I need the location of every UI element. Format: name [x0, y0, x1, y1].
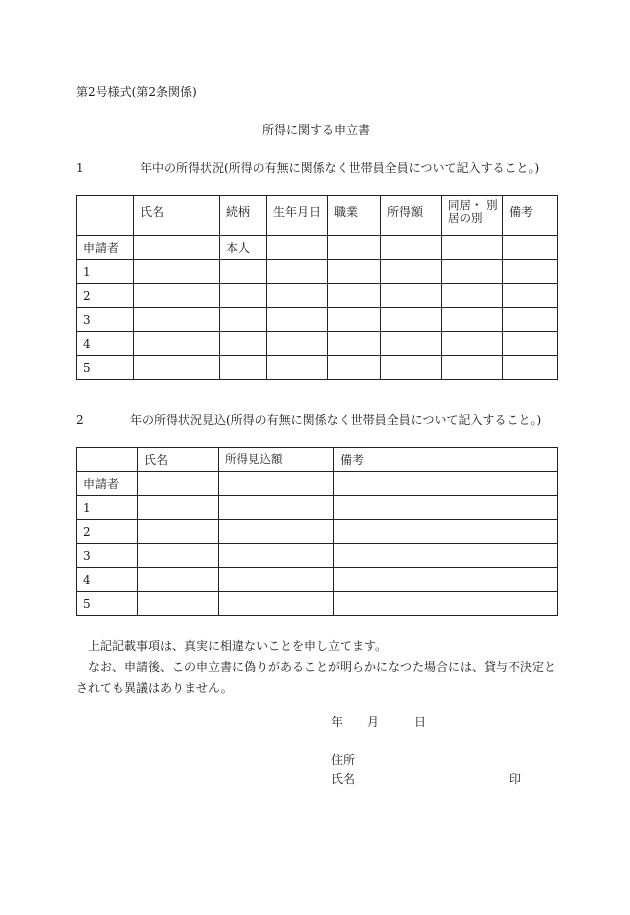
table-row	[77, 520, 558, 544]
table-cell[interactable]	[134, 236, 220, 260]
table-cell[interactable]	[138, 472, 219, 496]
table-row	[77, 472, 558, 496]
name-label: 氏名	[331, 772, 356, 786]
table-row	[77, 260, 558, 284]
table-header-cell: 続柄	[220, 196, 267, 236]
table-row	[77, 568, 558, 592]
table-cell[interactable]	[328, 332, 381, 356]
table-row	[77, 496, 558, 520]
table-cell[interactable]	[328, 260, 381, 284]
table-cell[interactable]	[138, 520, 219, 544]
table-cell: 3	[77, 544, 138, 568]
table-header-cell	[77, 196, 134, 236]
table-cell[interactable]	[219, 592, 334, 616]
table-cell: 4	[77, 332, 134, 356]
table-cell[interactable]	[220, 260, 267, 284]
table-row	[77, 308, 558, 332]
table-header-cell: 所得額	[381, 196, 442, 236]
declaration-line1: 上記記載事項は、真実に相違ないことを申し立てます。	[88, 639, 388, 653]
table-cell: 5	[77, 356, 134, 380]
table-cell[interactable]	[503, 284, 558, 308]
table-cell[interactable]	[503, 332, 558, 356]
table-cell[interactable]	[267, 308, 328, 332]
table-cell[interactable]	[334, 496, 558, 520]
table-cell[interactable]	[328, 308, 381, 332]
table-cell[interactable]	[219, 520, 334, 544]
table-cell[interactable]	[134, 260, 220, 284]
income-projection-table	[76, 447, 558, 616]
table-cell: 2	[77, 284, 134, 308]
declaration-line2: なお、申請後、この申立書に偽りがあることが明らかになつた場合には、貸与不決定とされても異議はありません。	[76, 660, 557, 695]
table-cell[interactable]	[134, 356, 220, 380]
table-row	[77, 284, 558, 308]
table-cell: 2	[77, 520, 138, 544]
section2-number: 2	[76, 413, 84, 427]
table-cell[interactable]	[219, 568, 334, 592]
table-cell: 4	[77, 568, 138, 592]
table-header-row	[77, 196, 558, 236]
table-cell[interactable]	[381, 284, 442, 308]
table-cell[interactable]	[138, 496, 219, 520]
table-cell[interactable]	[267, 332, 328, 356]
table-cell[interactable]	[134, 308, 220, 332]
table-row	[77, 356, 558, 380]
table-cell[interactable]	[381, 332, 442, 356]
table-header-cell: 所得見込額	[219, 448, 334, 472]
table-header-row	[77, 448, 558, 472]
table-header-cell: 氏名	[134, 196, 220, 236]
table-row	[77, 332, 558, 356]
table-cell[interactable]	[381, 356, 442, 380]
table-cell[interactable]	[219, 544, 334, 568]
table-header-cell: 氏名	[138, 448, 219, 472]
table-cell[interactable]	[334, 472, 558, 496]
form-id: 第2号様式(第2条関係)	[76, 85, 197, 99]
date-day-label: 日	[414, 715, 427, 729]
table-header-cell: 職業	[328, 196, 381, 236]
table-cell[interactable]	[328, 236, 381, 260]
table-cell[interactable]	[381, 260, 442, 284]
table-cell[interactable]	[503, 356, 558, 380]
table-cell[interactable]	[267, 260, 328, 284]
date-month-label: 月	[367, 715, 380, 729]
table-cell[interactable]	[220, 356, 267, 380]
table-cell[interactable]: 本人	[220, 236, 267, 260]
table-cell[interactable]	[267, 236, 328, 260]
table-cell[interactable]	[503, 236, 558, 260]
address-label: 住所	[331, 753, 356, 767]
table-cell[interactable]	[134, 332, 220, 356]
income-status-table	[76, 195, 558, 380]
table-cell[interactable]	[334, 592, 558, 616]
table-header-cell: 同居・ 別居の別	[442, 196, 503, 236]
table-header-cell: 生年月日	[267, 196, 328, 236]
table-cell[interactable]	[138, 592, 219, 616]
table-row	[77, 236, 558, 260]
table-cell: 申請者	[77, 236, 134, 260]
table-cell[interactable]	[334, 520, 558, 544]
table-cell[interactable]	[442, 332, 503, 356]
section1-heading: 年中の所得状況(所得の有無に関係なく世帯員全員について記入すること。)	[140, 161, 540, 175]
table-cell[interactable]	[334, 544, 558, 568]
seal-mark: 印	[509, 772, 522, 786]
date-year-label: 年	[331, 715, 344, 729]
table-cell: 申請者	[77, 472, 138, 496]
table-cell[interactable]	[328, 284, 381, 308]
table-cell: 1	[77, 260, 134, 284]
table-cell: 5	[77, 592, 138, 616]
table-cell: 1	[77, 496, 138, 520]
table-row	[77, 592, 558, 616]
table-cell[interactable]	[219, 496, 334, 520]
table-cell[interactable]	[220, 308, 267, 332]
table-cell[interactable]	[442, 308, 503, 332]
table-cell: 3	[77, 308, 134, 332]
table-header-cell: 備考	[334, 448, 558, 472]
table-cell[interactable]	[334, 568, 558, 592]
table-cell[interactable]	[134, 284, 220, 308]
table-cell[interactable]	[442, 236, 503, 260]
section1-number: 1	[76, 161, 84, 175]
table-cell[interactable]	[442, 356, 503, 380]
table-cell[interactable]	[503, 308, 558, 332]
table-cell[interactable]	[219, 472, 334, 496]
table-cell[interactable]	[442, 284, 503, 308]
table-cell[interactable]	[267, 356, 328, 380]
document-title: 所得に関する申立書	[262, 123, 371, 137]
table-cell[interactable]	[381, 236, 442, 260]
table-cell[interactable]	[381, 308, 442, 332]
table-cell[interactable]	[220, 332, 267, 356]
table-cell[interactable]	[138, 544, 219, 568]
table-header-cell: 備考	[503, 196, 558, 236]
table-cell[interactable]	[220, 284, 267, 308]
table-row	[77, 544, 558, 568]
table-cell[interactable]	[328, 356, 381, 380]
table-cell[interactable]	[503, 260, 558, 284]
table-cell[interactable]	[267, 284, 328, 308]
table-header-cell	[77, 448, 138, 472]
section2-heading: 年の所得状況見込(所得の有無に関係なく世帯員全員について記入すること。)	[130, 413, 542, 427]
table-cell[interactable]	[138, 568, 219, 592]
table-cell[interactable]	[442, 260, 503, 284]
